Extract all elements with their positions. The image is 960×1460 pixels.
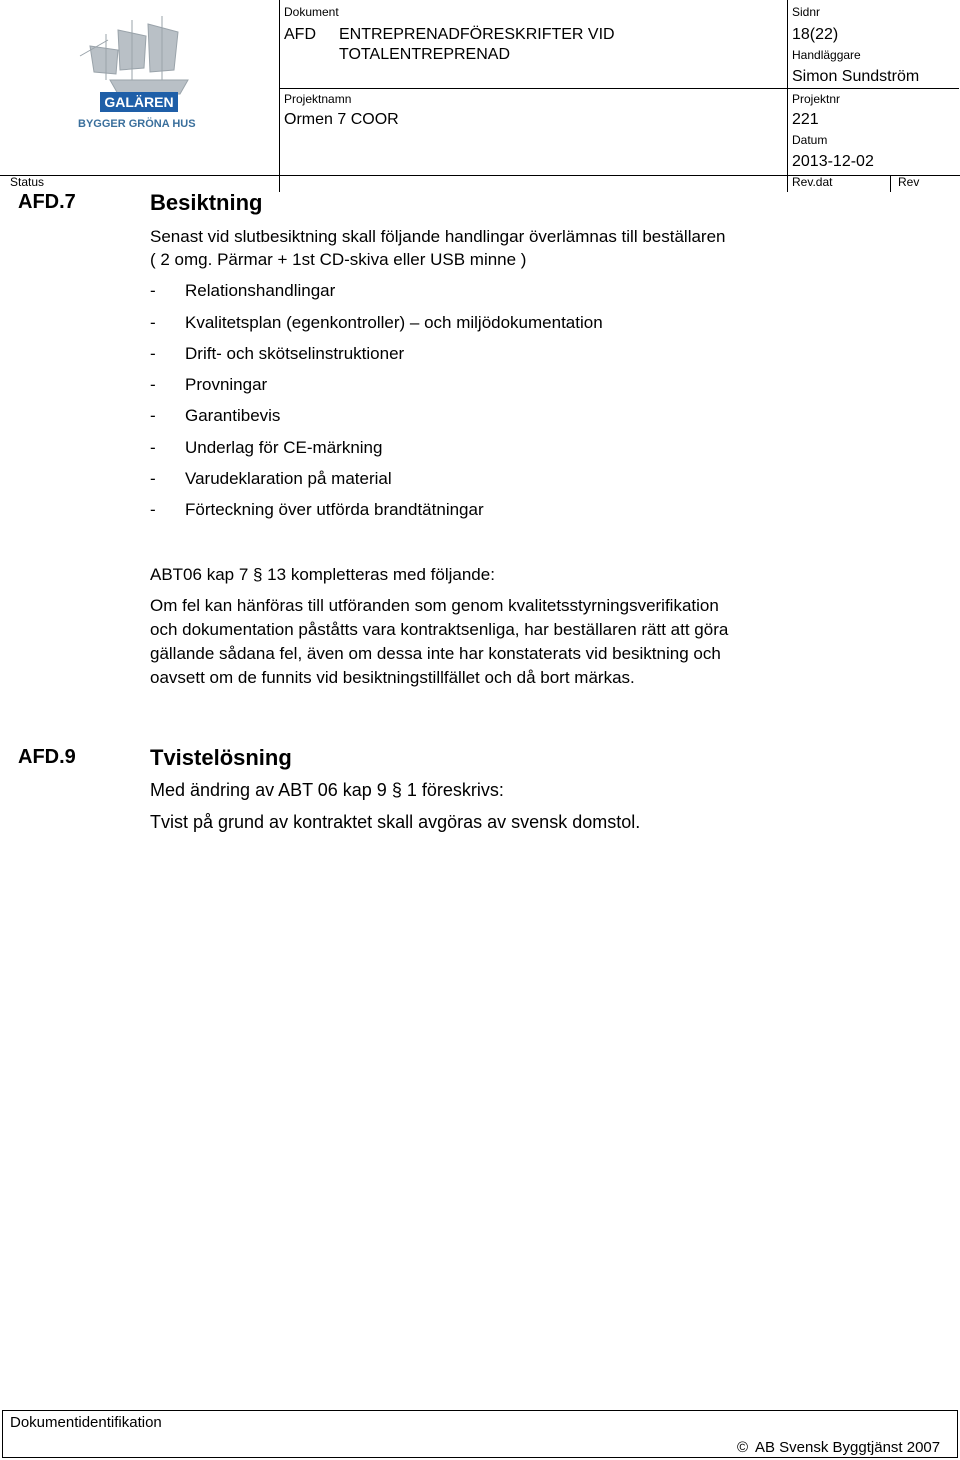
section-number-afd7: AFD.7 bbox=[18, 191, 76, 213]
para-line: oavsett om de funnits vid besiktningstillfället och då bort märkas. bbox=[150, 668, 635, 687]
sidnr-value: 18(22) bbox=[792, 26, 839, 43]
afd9-line1: Med ändring av ABT 06 kap 9 § 1 föreskrivs: bbox=[150, 780, 504, 800]
document-code: AFD bbox=[284, 26, 316, 43]
fel-paragraph bbox=[150, 594, 910, 690]
header-logo bbox=[60, 10, 220, 135]
intro-line2: ( 2 omg. Pärmar + 1st CD-skiva eller USB minne ) bbox=[150, 250, 527, 269]
logo-tagline: BYGGER GRÖNA HUS bbox=[78, 118, 196, 130]
galaren-logo: GALÄREN bbox=[100, 92, 178, 112]
section-number-afd9: AFD.9 bbox=[18, 746, 76, 768]
section-title-besiktning: Besiktning bbox=[150, 190, 263, 215]
document-title-line2: TOTALENTREPRENAD bbox=[339, 46, 510, 63]
abt-reference: ABT06 kap 7 § 13 kompletteras med följande: bbox=[150, 565, 495, 584]
para-line: Om fel kan hänföras till utföranden som genom kvalitetsstyrningsverifikation bbox=[150, 596, 719, 615]
projektnamn-value: Ormen 7 COOR bbox=[284, 111, 399, 128]
rev-label: Rev bbox=[898, 175, 920, 189]
document-list: - Relationshandlingar - Kvalitetsplan (egenkontroller) – och miljödokumentation - Drift- och skötselinstruktioner - Provningar - Garantibevis - Underlag för CE-märkning - Varudeklaration på material - Förteckning över utförda brandtätningar bbox=[150, 281, 603, 519]
document-id-label: Dokumentidentifikation bbox=[10, 1414, 162, 1431]
section-title-tvistelosning: Tvistelösning bbox=[150, 745, 292, 770]
status-label: Status bbox=[10, 175, 45, 189]
sidnr-label: Sidnr bbox=[792, 5, 821, 19]
intro-line1: Senast vid slutbesiktning skall följande handlingar överlämnas till beställaren bbox=[150, 227, 726, 246]
copyright-text: AB Svensk Byggtjänst 2007 bbox=[755, 1439, 941, 1456]
para-line: och dokumentation påståtts vara kontraktsenliga, har beställaren rätt att göra bbox=[150, 620, 729, 639]
datum-value: 2013-12-02 bbox=[792, 153, 874, 170]
datum-label: Datum bbox=[792, 133, 828, 147]
projektnr-value: 221 bbox=[792, 111, 819, 128]
projektnr-label: Projektnr bbox=[792, 92, 841, 106]
afd9-line2: Tvist på grund av kontraktet skall avgöras av svensk domstol. bbox=[150, 812, 641, 832]
revdat-label: Rev.dat bbox=[792, 175, 833, 189]
document-label: Dokument bbox=[284, 5, 339, 19]
handlaggare-label: Handläggare bbox=[792, 48, 861, 62]
handlaggare-value: Simon Sundström bbox=[792, 68, 920, 85]
copyright-icon: © bbox=[737, 1439, 749, 1456]
para-line: gällande sådana fel, även om dessa inte har konstaterats vid besiktning och bbox=[150, 644, 721, 663]
document-title-line1: ENTREPRENADFÖRESKRIFTER VID bbox=[339, 26, 615, 43]
projektnamn-label: Projektnamn bbox=[284, 92, 352, 106]
